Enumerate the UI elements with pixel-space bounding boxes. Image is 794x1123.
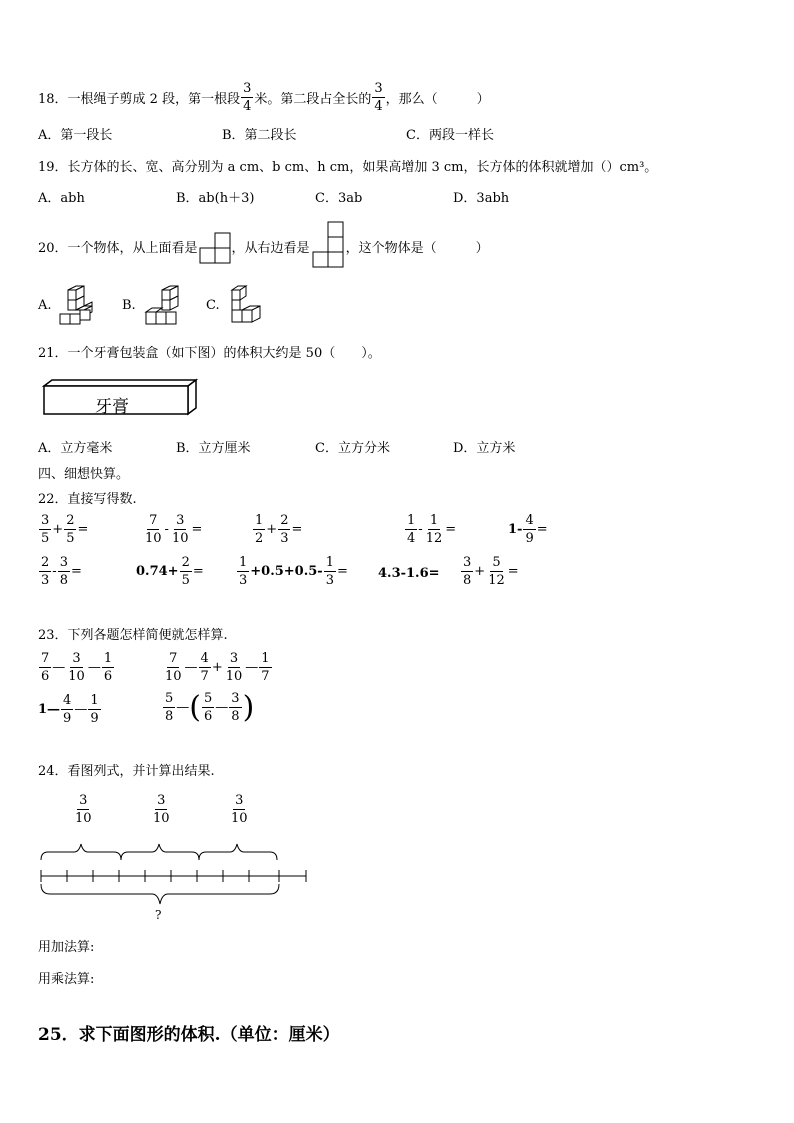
right-view-figure	[310, 220, 346, 272]
q22-title: 22．直接写得数.	[38, 492, 137, 507]
q18-fraction-1: $\frac{3}{4}$	[243, 81, 252, 114]
q23-expr-1: $\frac{7}{6}$ — $\frac{3}{10}$ — $\frac{1}{6}$	[41, 651, 113, 684]
q18-fraction-2: $\frac{3}{4}$	[374, 81, 383, 114]
q20-option-b[interactable]	[122, 284, 184, 326]
q18-option-b[interactable]: B．第二段长	[222, 128, 297, 143]
q25-stem: 25．求下面图形的体积.（单位：厘米）	[38, 1025, 340, 1045]
q18-option-c[interactable]: C．两段一样长	[406, 128, 494, 143]
q22-expr-9: 4.3-1.6=	[378, 566, 440, 581]
q18-text-3: ，那么（ ）	[385, 92, 490, 107]
q19-stem: 19．长方体的长、宽、高分别为 a cm、b cm、h cm，如果高增加 3 cm，长方体的体积就增加（）cm³。	[38, 160, 658, 175]
q18-stem	[38, 82, 490, 113]
q24-question-mark: ?	[155, 908, 162, 922]
q23-expr-3: 1— $\frac{4}{9}$ — $\frac{1}{9}$	[38, 693, 99, 726]
q24-number-line-figure	[36, 838, 316, 918]
q22-expr-8: $\frac{1}{3}$ +0.5+0.5- $\frac{1}{3}$ =	[239, 555, 348, 588]
q22-expr-2: $\frac{7}{10}$ - $\frac{3}{10}$ =	[145, 513, 203, 546]
cube-stack-a-icon	[58, 284, 98, 326]
q20-option-a[interactable]	[38, 284, 98, 326]
q24-brace-label-2: $\frac{3}{10}$	[153, 793, 170, 826]
q22-expr-3: $\frac{1}{2}$ + $\frac{2}{3}$ =	[255, 513, 303, 546]
q23-expr-4: $\frac{5}{8}$ — ( $\frac{5}{6}$ — $\frac{3}{8}$ )	[165, 689, 255, 725]
q20-option-a-label: A.	[38, 297, 52, 313]
q19-option-b[interactable]: B．ab(h＋3)	[176, 191, 255, 206]
cube-stack-c-icon	[228, 284, 268, 326]
q24-brace-label-1: $\frac{3}{10}$	[75, 793, 92, 826]
q20-option-c-label: C.	[206, 297, 220, 313]
q20-option-b-label: B.	[122, 297, 136, 313]
q21-option-c[interactable]: C．立方分米	[315, 441, 390, 456]
q21-option-d[interactable]: D．立方米	[453, 441, 516, 456]
q23-title: 23．下列各题怎样简便就怎样算.	[38, 628, 228, 643]
q24-brace-label-3: $\frac{3}{10}$	[231, 793, 248, 826]
q22-expr-7: 0.74+ $\frac{2}{5}$ =	[136, 555, 204, 588]
q21-option-b[interactable]: B．立方厘米	[176, 441, 251, 456]
q18-number: 18．	[38, 92, 68, 107]
q22-expr-4: $\frac{1}{4}$ - $\frac{1}{12}$ =	[407, 513, 457, 546]
q22-expr-1: $\frac{3}{5}$ + $\frac{2}{5}$ =	[41, 513, 89, 546]
q23-expr-2: $\frac{7}{10}$ — $\frac{4}{7}$ + $\frac{3}{10}$ — $\frac{1}{7}$	[165, 651, 270, 684]
q18-text-1: 一根绳子剪成 2 段，第一根段	[67, 92, 241, 107]
q20-text-3: ，这个物体是（ ）	[345, 240, 489, 256]
q18-option-a[interactable]: A．第一段长	[38, 128, 113, 143]
q22-expr-10: $\frac{3}{8}$ + $\frac{5}{12}$ =	[463, 555, 519, 588]
q18-text-2: 米。第二段占全长的	[254, 92, 372, 107]
q24-addition-label: 用加法算:	[38, 940, 95, 955]
q22-expr-6: $\frac{2}{3}$ - $\frac{3}{8}$ =	[41, 555, 82, 588]
q20-text-1: 20．一个物体，从上面看是	[38, 240, 198, 256]
cube-stack-b-icon	[144, 284, 184, 326]
q20-stem	[38, 220, 489, 272]
q20-option-c[interactable]	[206, 284, 268, 326]
q19-option-a[interactable]: A．abh	[38, 191, 85, 206]
q24-title: 24．看图列式，并计算出结果.	[38, 764, 215, 779]
q20-text-2: ，从右边看是	[231, 240, 310, 256]
q19-option-d[interactable]: D．3abh	[453, 191, 510, 206]
top-view-figure	[198, 225, 232, 267]
section-4-heading: 四、细想快算。	[38, 467, 130, 482]
toothpaste-box-label: 牙膏	[95, 397, 129, 417]
q24-multiplication-label: 用乘法算:	[38, 972, 95, 987]
q21-option-a[interactable]: A．立方毫米	[38, 441, 113, 456]
q21-stem: 21．一个牙膏包装盒（如下图）的体积大约是 50（ ）。	[38, 346, 381, 361]
q22-expr-5: 1- $\frac{4}{9}$ =	[508, 513, 548, 546]
q19-option-c[interactable]: C．3ab	[315, 191, 363, 206]
